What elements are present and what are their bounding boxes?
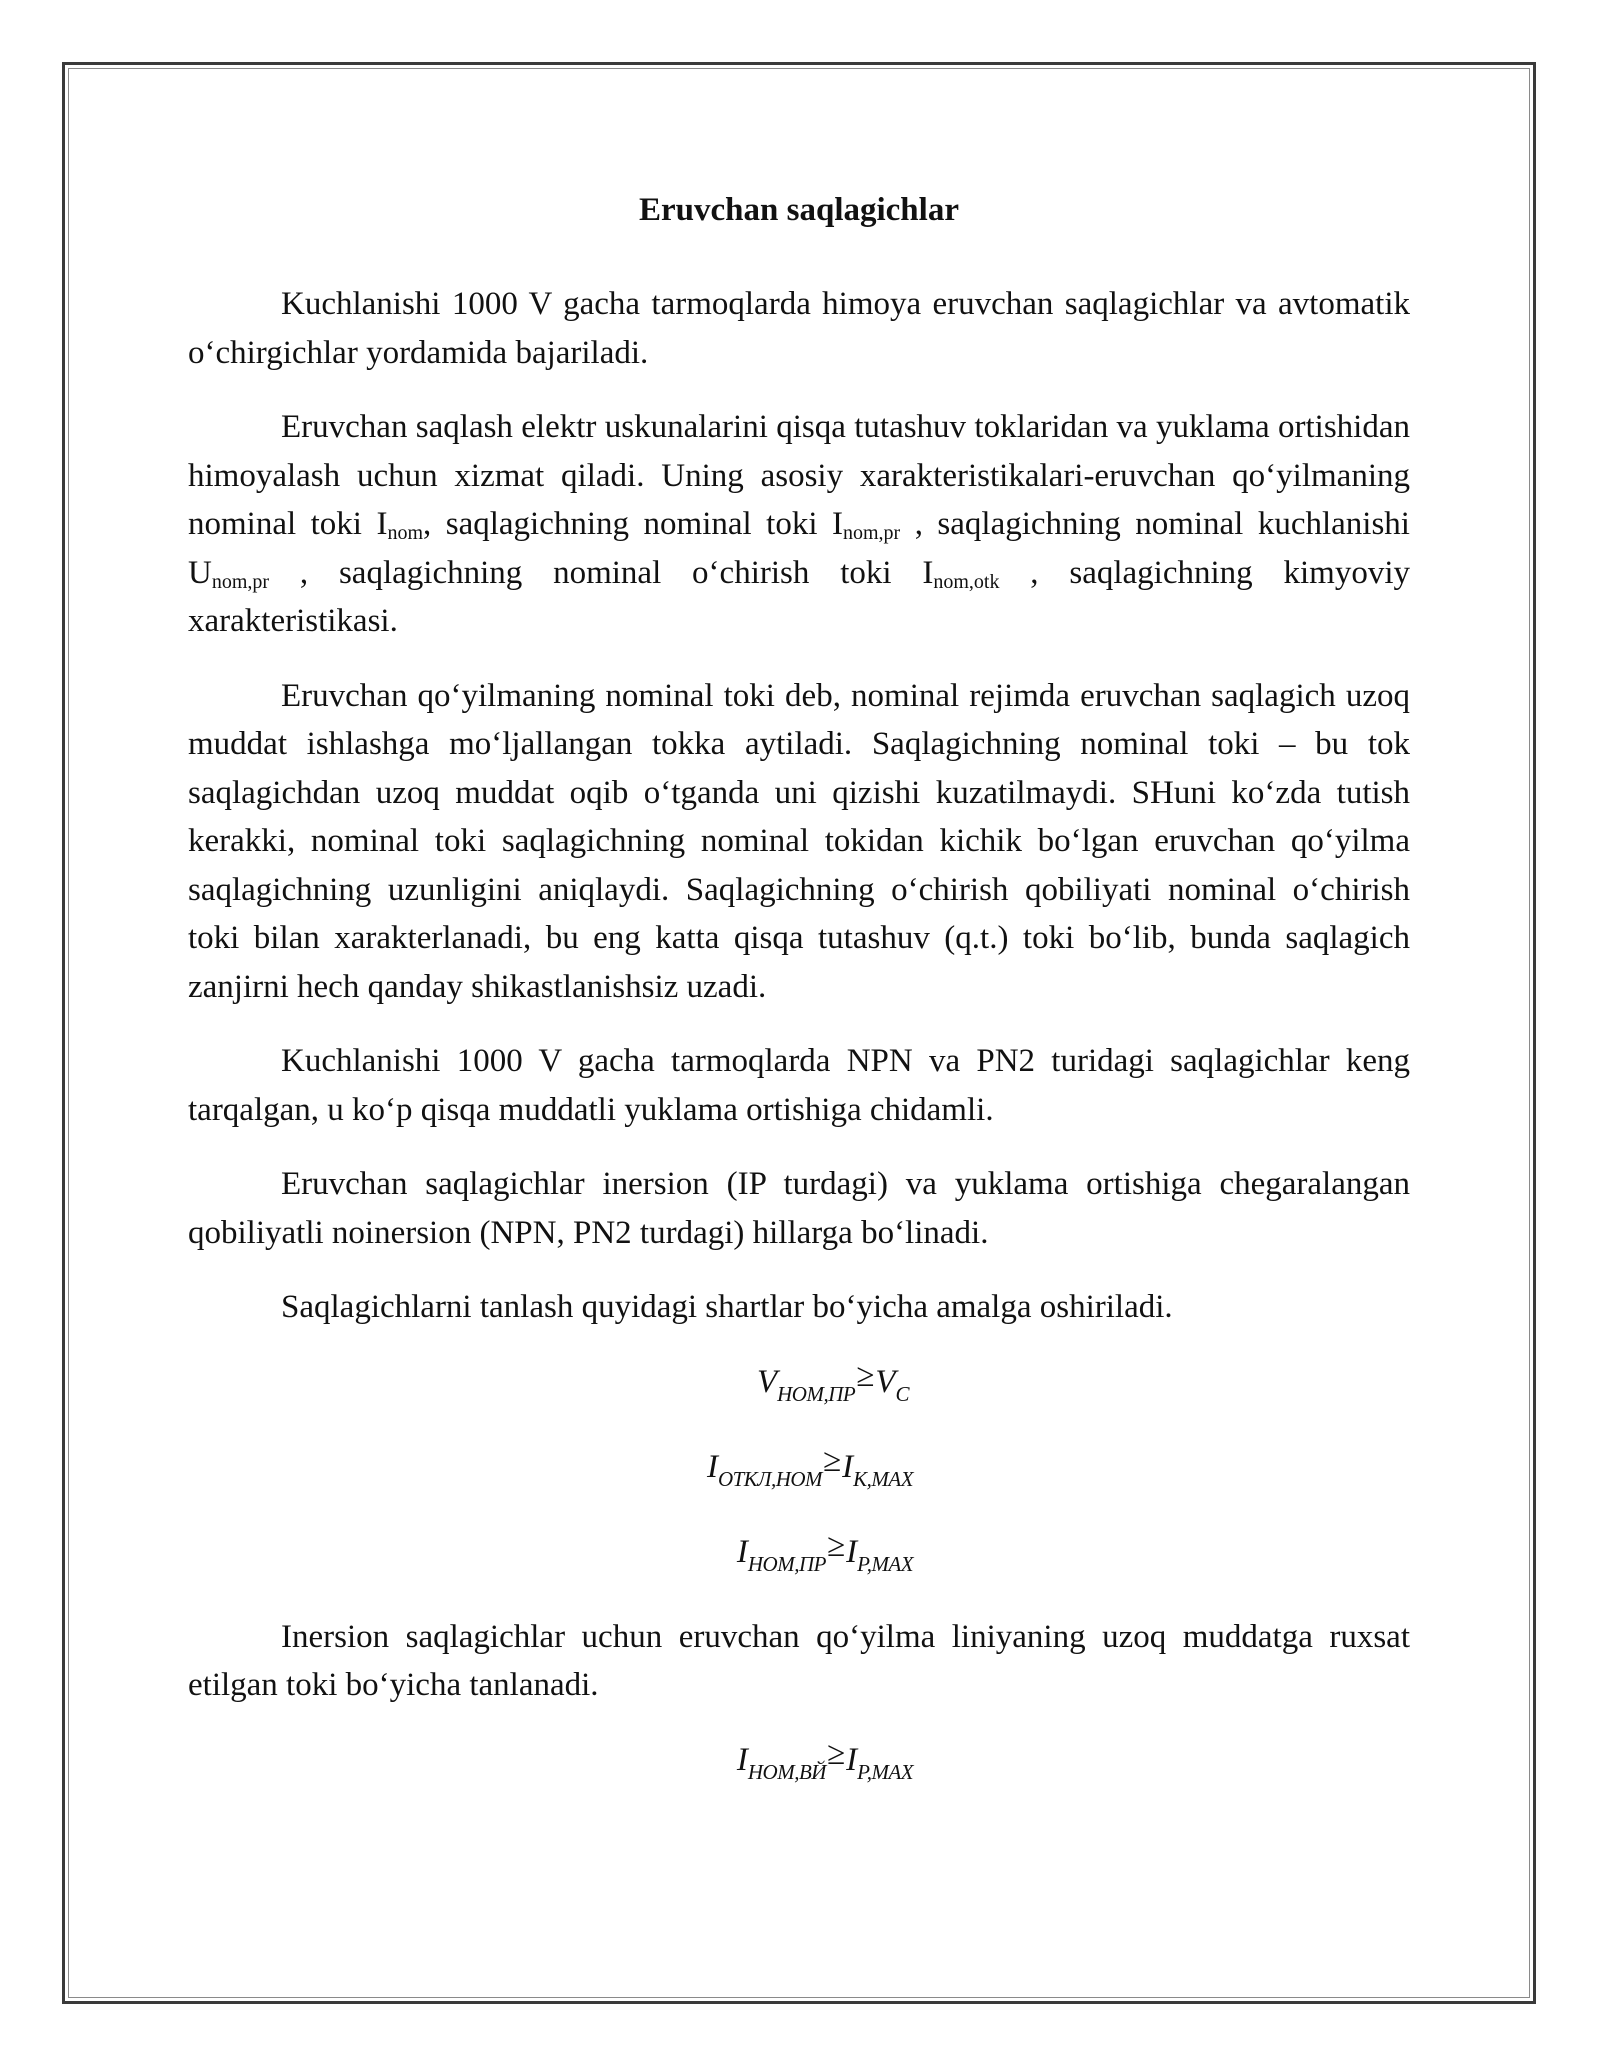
paragraph-2-text-4: , saqlagichning nominal o‘chirish toki I [269, 554, 934, 591]
paragraph-6: Saqlagichlarni tanlash quyidagi shartlar bo‘yicha amalga oshiriladi. [281, 1289, 1173, 1325]
paragraph-2-text-5: , saqlagichning kimyoviy xarakteristikasi. [188, 554, 1410, 639]
subscript-nom-otk: nom,otk [933, 570, 1000, 593]
formula-3-rhs-sub: P,MAX [857, 1551, 914, 1576]
paragraph-2-text-3: , saqlagichning nominal kuchlanishi U [188, 506, 1410, 591]
paragraph-7: Inersion saqlagichlar uchun eruvchan qo‘yilma liniyaning uzoq muddatga ruxsat etilgan toki bo‘yicha tanlanadi. [188, 1618, 1410, 1703]
formula-2-rhs-sub: K,MAX [853, 1466, 914, 1491]
paragraph-5: Eruvchan saqlagichlar inersion (IP turdagi) va yuklama ortishiga chegaralangan qobiliyatli noinersion (NPN, PN2 turdagi) hillarga bo‘linadi. [188, 1166, 1410, 1251]
formula-2-lhs: I [706, 1448, 718, 1485]
formula-breaking-current-condition [188, 1443, 1410, 1494]
formula-4-rhs: I [846, 1741, 858, 1778]
formula-1-rhs-sub: C [895, 1381, 910, 1406]
document-title: Eruvchan saqlagichlar [639, 192, 959, 228]
formula-1-rhs: V [875, 1363, 896, 1400]
formula-4-rhs-sub: P,MAX [857, 1759, 914, 1784]
formula-2-lhs-sub: ОТКЛ,НОМ [717, 1466, 823, 1491]
formula-rated-current-condition [188, 1528, 1410, 1579]
formula-1-lhs: V [756, 1363, 778, 1400]
formula-4-lhs: I [736, 1741, 748, 1778]
paragraph-4: Kuchlanishi 1000 V gacha tarmoqlarda NPN va PN2 turidagi saqlagichlar keng tarqalgan, u ko‘p qisqa muddatli yuklama ortishiga chidamli. [188, 1043, 1410, 1128]
formula-3-rhs: I [846, 1533, 858, 1570]
subscript-nom-pr: nom,pr [842, 522, 901, 544]
paragraph-3: Eruvchan qo‘yilmaning nominal toki deb, nominal rejimda eruvchan saqlagich uzoq muddat ishlashga mo‘ljallangan tokka aytiladi. Saqlagichning nominal toki – bu tok saqlagichdan uzoq muddat oqib o‘tganda uni qizishi kuzatilmaydi. SHuni ko‘zda tutish kerakki, nominal toki saqlagichning nominal tokidan kichik bo‘lgan eruvchan qo‘yilma saqlagichning uzunligini aniqlaydi. Saqlagichning o‘chirish qobiliyati nominal o‘chirish toki bilan xarakterlanadi, bu eng katta qisqa tutashuv (q.t.) toki bo‘lib, bunda saqlagich zanjirni hech qanday shikastlanishsiz uzadi. [188, 677, 1410, 1005]
paragraph-2-text-2: , saqlagichning nominal toki I [423, 506, 843, 542]
paragraph-2-text-1: Eruvchan saqlash elektr uskunalarini qisqa tutashuv toklaridan va yuklama ortishidan himoyalash uchun xizmat qiladi. Uning asosiy xarakteristikalari-eruvchan qo‘yilmaning nominal toki I [188, 409, 1410, 542]
formula-2-relation: ≥ [823, 1442, 842, 1479]
formula-2-rhs: I [842, 1448, 854, 1485]
formula-4-relation: ≥ [826, 1735, 846, 1772]
formula-3-lhs-sub: НОМ,ПР [747, 1551, 826, 1576]
formula-1-relation: ≥ [856, 1357, 875, 1394]
formula-3-lhs: I [736, 1533, 748, 1570]
formula-fuse-link-condition [188, 1736, 1410, 1787]
subscript-nom-pr-voltage: nom,pr [211, 570, 270, 593]
paragraph-1: Kuchlanishi 1000 V gacha tarmoqlarda himoya eruvchan saqlagichlar va avtomatik o‘chirgichlar yordamida bajariladi. [188, 286, 1410, 371]
formula-3-relation: ≥ [826, 1527, 846, 1564]
document-body [188, 186, 1410, 1821]
paragraph-2 [188, 403, 1410, 646]
formula-voltage-condition [188, 1358, 1410, 1409]
subscript-nom: nom [387, 522, 424, 544]
formula-1-lhs-sub: НОМ,ПР [777, 1381, 856, 1406]
formula-4-lhs-sub: НОМ,ВЙ [747, 1759, 826, 1784]
